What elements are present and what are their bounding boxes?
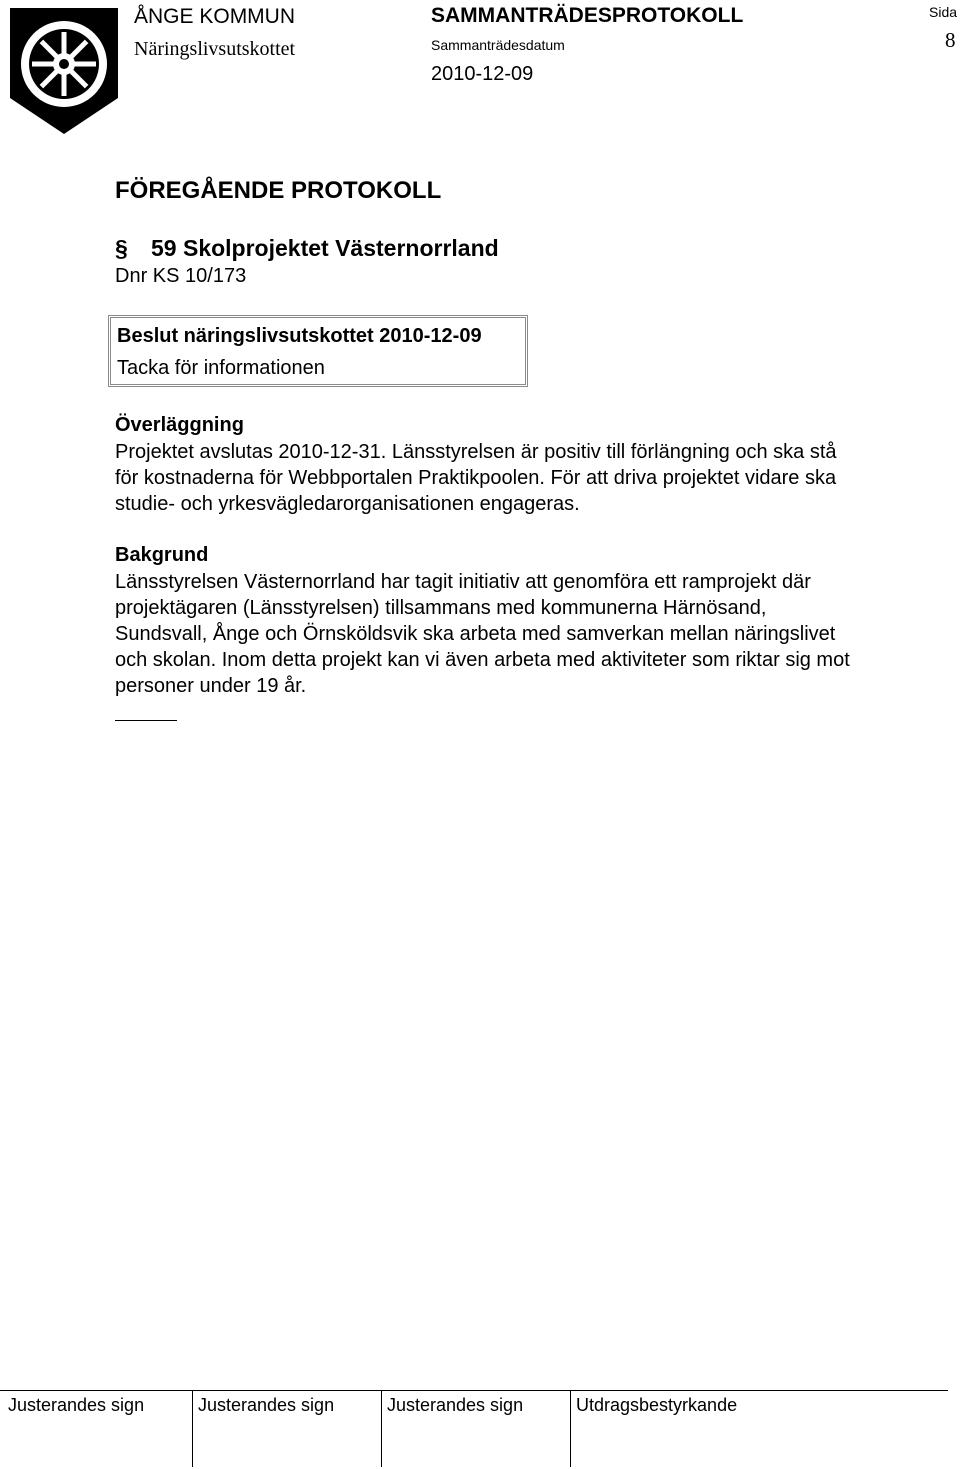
footer-rule (0, 1390, 948, 1391)
deliberation-line: Projektet avslutas 2010-12-31. Länsstyrelsen är positiv till förlängning och ska stå (115, 441, 837, 463)
page-number: 8 (945, 28, 956, 52)
diary-number: Dnr KS 10/173 (115, 265, 247, 287)
page-label: Sida (929, 4, 958, 20)
deliberation-line: för kostnaderna för Webbportalen Praktikpoolen. För att driva projektet vidare ska (115, 467, 837, 489)
decision-title: Beslut näringslivsutskottet 2010-12-09 (117, 325, 482, 347)
decision-text: Tacka för informationen (117, 357, 325, 379)
deliberation-heading: Överläggning (115, 414, 244, 436)
footer-divider (381, 1391, 382, 1467)
footer-utdragsbestyrkande: Utdragsbestyrkande (576, 1395, 738, 1415)
background-line: och skolan. Inom detta projekt kan vi även arbeta med aktiviteter som riktar sig mot (115, 649, 850, 671)
item-title-text: 59 Skolprojektet Västernorrland (151, 235, 499, 261)
paragraph-sign: § (115, 235, 128, 261)
end-of-item-rule (115, 720, 177, 721)
meeting-date: 2010-12-09 (431, 63, 534, 85)
deliberation-body (115, 439, 945, 517)
background-line: personer under 19 år. (115, 675, 307, 697)
org-name: ÅNGE KOMMUN (134, 5, 296, 28)
meeting-date-label: Sammanträdesdatum (431, 37, 565, 53)
municipal-wheel-crest-icon (6, 4, 122, 136)
decision-box (108, 315, 528, 387)
section-title: FÖREGÅENDE PROTOKOLL (115, 177, 442, 204)
footer-justerandes-sign-1: Justerandes sign (8, 1395, 145, 1415)
background-line: Sundsvall, Ånge och Örnsköldsvik ska arbeta med samverkan mellan näringslivet (115, 623, 836, 645)
document-type: SAMMANTRÄDESPROTOKOLL (431, 4, 744, 27)
background-line: projektägaren (Länsstyrelsen) tillsammans med kommunerna Härnösand, (115, 597, 767, 619)
committee-name: Näringslivsutskottet (134, 38, 296, 60)
footer-divider (192, 1391, 193, 1467)
footer-justerandes-sign-2: Justerandes sign (198, 1395, 335, 1415)
background-heading: Bakgrund (115, 544, 209, 566)
background-body (115, 569, 945, 699)
footer-justerandes-sign-3: Justerandes sign (387, 1395, 524, 1415)
deliberation-line: studie- och yrkesvägledarorganisationen engageras. (115, 493, 580, 515)
footer-divider (570, 1391, 571, 1467)
background-line: Länsstyrelsen Västernorrland har tagit initiativ att genomföra ett ramprojekt där (115, 571, 811, 593)
item-title (115, 233, 499, 263)
